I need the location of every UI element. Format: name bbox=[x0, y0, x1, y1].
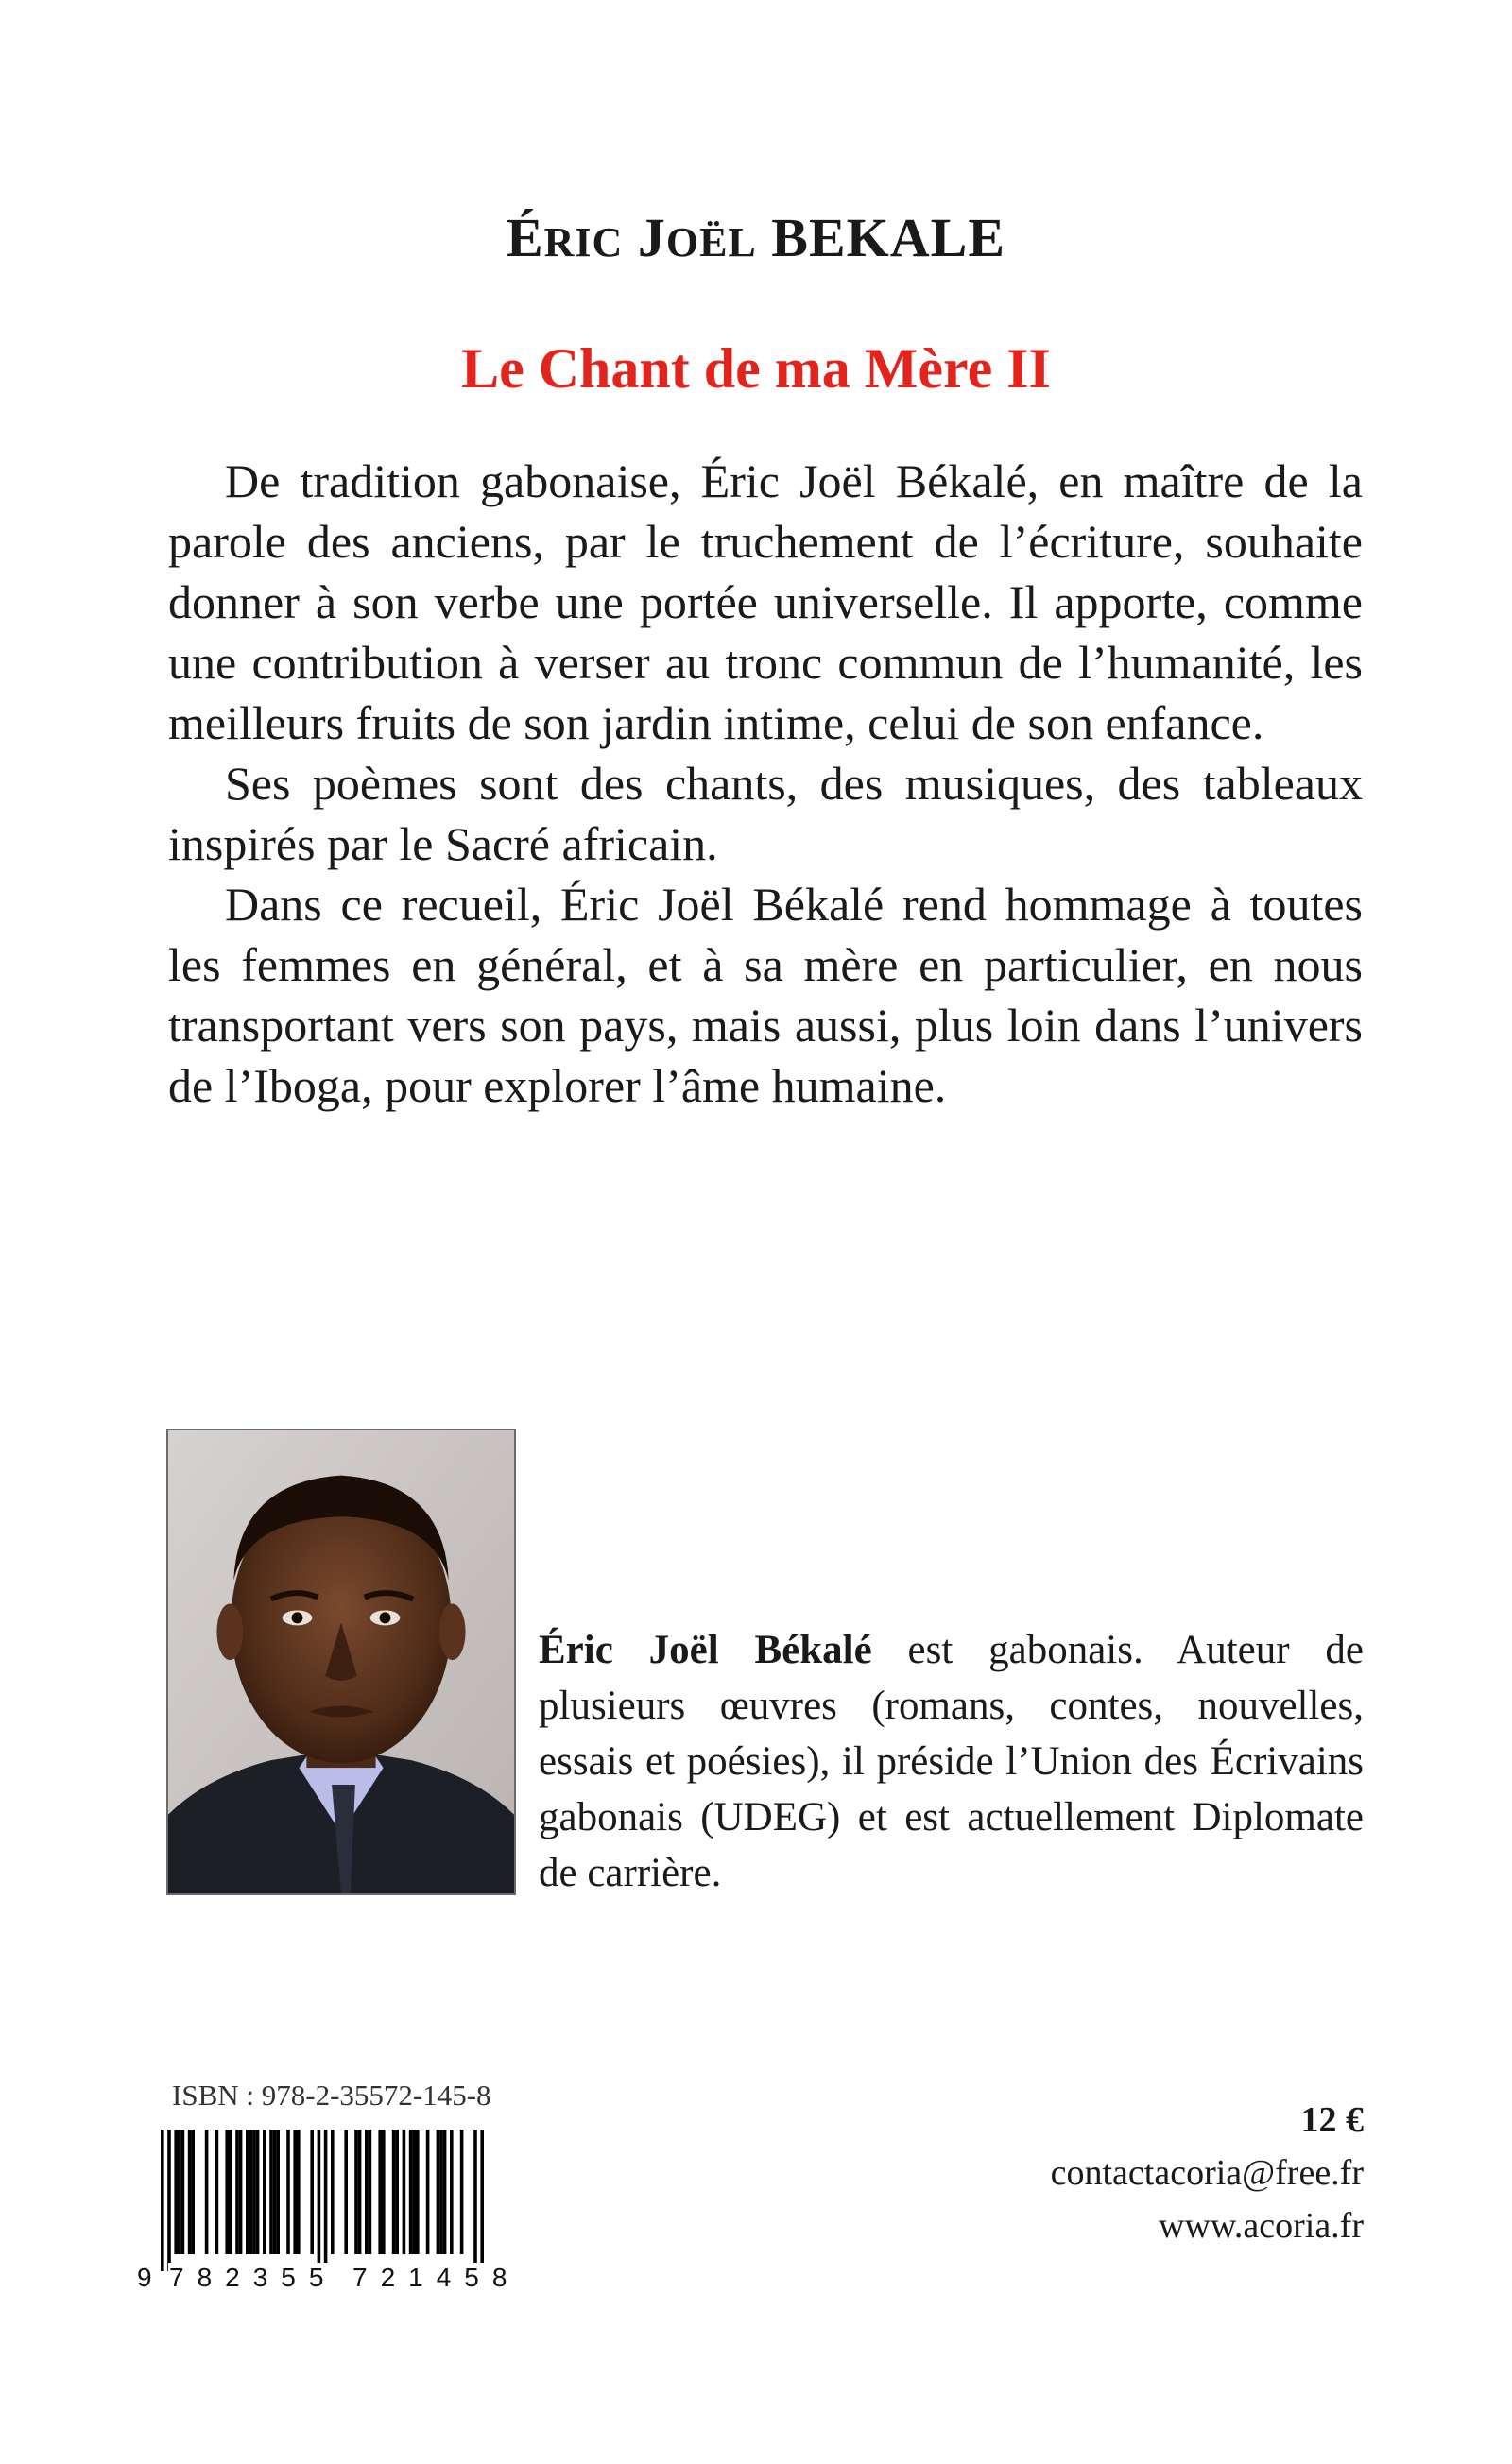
barcode-bar bbox=[443, 2130, 447, 2254]
barcode-bar bbox=[473, 2130, 477, 2271]
author-name bbox=[0, 200, 1512, 281]
barcode-bar bbox=[480, 2130, 484, 2271]
barcode-bar bbox=[409, 2130, 413, 2254]
barcode-bar bbox=[167, 2130, 171, 2271]
barcode-bar bbox=[365, 2130, 369, 2254]
barcode-bar bbox=[460, 2130, 464, 2254]
barcode-bar bbox=[310, 2130, 314, 2254]
barcode-bar bbox=[382, 2130, 386, 2254]
barcode-bar bbox=[178, 2130, 181, 2254]
barcode-bar bbox=[416, 2130, 420, 2254]
barcode-bar bbox=[324, 2130, 328, 2271]
barcode-bar bbox=[235, 2130, 239, 2254]
barcode-bar bbox=[246, 2130, 249, 2254]
barcode-bar bbox=[181, 2130, 185, 2254]
author-surname: BEKALE bbox=[771, 207, 1006, 268]
barcode-bar bbox=[263, 2130, 266, 2254]
isbn: ISBN : 978-2-35572-145-8 bbox=[172, 2079, 491, 2112]
barcode-digit-lead: 9 bbox=[137, 2263, 152, 2292]
barcode-bar bbox=[239, 2130, 243, 2254]
barcode-bar bbox=[318, 2130, 321, 2271]
barcode-bar bbox=[269, 2130, 273, 2254]
barcode-bar bbox=[215, 2130, 219, 2254]
blurb-paragraph: Dans ce recueil, Éric Joël Békalé rend hommage à toutes les femmes en général, et à sa mère en particulier, en nous transportant vers son pays, mais aussi, plus loin dans l’univers de l’Iboga, pour explorer l’âme humaine. bbox=[168, 878, 1363, 1112]
barcode-bar bbox=[286, 2130, 290, 2254]
barcode-digits-left: 782355 bbox=[169, 2263, 337, 2292]
barcode-bar bbox=[395, 2130, 399, 2254]
contact-email: contactacoria@free.fr bbox=[1050, 2153, 1364, 2193]
blurb-paragraph: Ses poèmes sont des chants, des musiques, des tableaux inspirés par le Sacré africain. bbox=[168, 757, 1363, 870]
barcode-bar bbox=[293, 2130, 297, 2254]
barcode-digits-right: 721458 bbox=[352, 2263, 521, 2292]
barcode-bar bbox=[392, 2130, 396, 2254]
author-initial-j: J bbox=[637, 207, 666, 268]
barcode-digits bbox=[136, 2263, 533, 2301]
barcode-bar bbox=[161, 2130, 164, 2271]
barcode-bar bbox=[412, 2130, 416, 2254]
author-initial-e: É bbox=[506, 207, 544, 268]
bio-text: est gabonais. Auteur de plusieurs œuvres (romans, contes, nouvelles, essais et poésies), il préside l’Union des Écrivains gabonais (UDEG) et est actuellement Diplomate de carrière. bbox=[539, 1628, 1364, 1895]
author-bio bbox=[539, 1622, 1364, 1901]
barcode-bar bbox=[403, 2130, 406, 2254]
author-photo bbox=[166, 1429, 516, 1895]
barcode-bar bbox=[205, 2130, 209, 2254]
barcode-bar bbox=[439, 2130, 443, 2254]
barcode-bar bbox=[252, 2130, 256, 2254]
price: 12 € bbox=[1300, 2100, 1364, 2140]
barcode-bar bbox=[450, 2130, 454, 2254]
barcode-bar bbox=[426, 2130, 430, 2254]
barcode-bar bbox=[354, 2130, 358, 2254]
barcode-bar bbox=[188, 2130, 192, 2254]
bio-author-name: Éric Joël Békalé bbox=[539, 1628, 872, 1672]
barcode-bar bbox=[225, 2130, 229, 2254]
barcode-bar bbox=[174, 2130, 178, 2254]
author-middlename-rest: OËL bbox=[665, 219, 757, 265]
barcode-bar bbox=[437, 2130, 440, 2254]
barcode-bar bbox=[378, 2130, 382, 2254]
barcode-bar bbox=[229, 2130, 232, 2254]
barcode-bar bbox=[276, 2130, 280, 2254]
blurb bbox=[168, 451, 1363, 1116]
barcode-bar bbox=[273, 2130, 277, 2254]
barcode-bar bbox=[256, 2130, 260, 2254]
barcode-bar bbox=[331, 2130, 335, 2254]
barcode-bar bbox=[297, 2130, 301, 2254]
book-title: Le Chant de ma Mère II bbox=[461, 337, 1051, 400]
publisher-website: www.acoria.fr bbox=[1159, 2206, 1364, 2246]
barcode-bar bbox=[369, 2130, 372, 2254]
blurb-paragraph: De tradition gabonaise, Éric Joël Békalé, en maître de la parole des anciens, par le truchement de l’écriture, souhaite donner à son verbe une portée universelle. Il apporte, comme une contribution à verser au tronc commun de l’humanité, les meilleurs fruits de son jardin intime, celui de son enfance. bbox=[168, 454, 1363, 749]
barcode-bar bbox=[191, 2130, 195, 2254]
contact-block bbox=[1051, 2147, 1364, 2252]
author-firstname-rest: RIC bbox=[543, 219, 624, 265]
barcode-bar bbox=[249, 2130, 253, 2254]
barcode-bar bbox=[358, 2130, 362, 2254]
barcode-bar bbox=[344, 2130, 348, 2254]
